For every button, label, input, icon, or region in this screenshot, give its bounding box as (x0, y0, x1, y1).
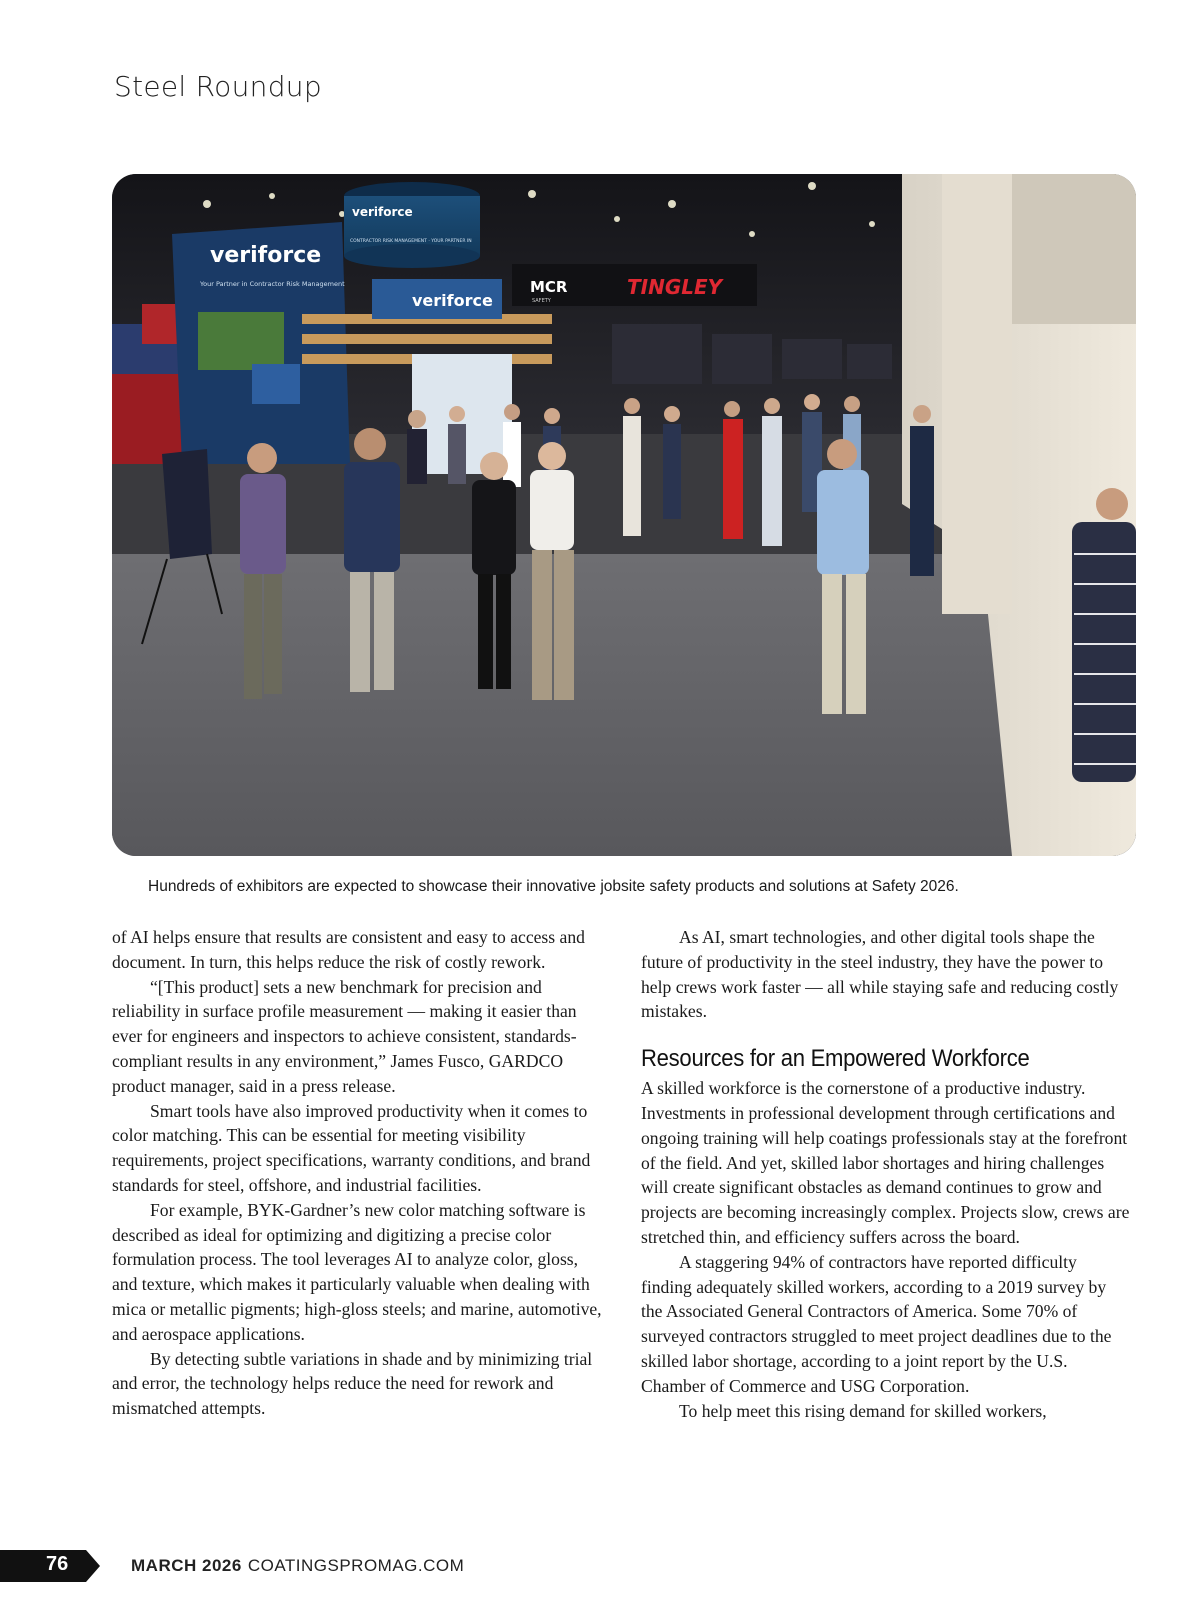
body-paragraph: A staggering 94% of contractors have reported difficulty finding adequately skilled workers, according to a 2019 survey by the Associated General Contractors of America. Some 70% of surveyed contractors struggled to meet project deadlines due to the skilled labor shortage, according to a joint report by the U.S. Chamber of Commerce and USG Corporation. (641, 1251, 1112, 1396)
body-paragraph: As AI, smart technologies, and other digital tools shape the future of productivity in the steel industry, they have the power to help crews work faster — all while staying safe and reducing costly mistakes. (641, 927, 1119, 1022)
body-paragraph: A skilled workforce is the cornerstone of a productive industry. Investments in professional development through certifications and ongoing training will help coatings professionals stay at the forefront of the field. And yet, skilled labor shortages and hiring challenges will create significant obstacles as demand continues to grow and projects are becoming increasingly complex. Projects slow, crews are stretched thin, and efficiency suffers across the board. (641, 1078, 1130, 1247)
svg-text:veriforce: veriforce (412, 291, 493, 310)
svg-text:veriforce: veriforce (352, 205, 413, 219)
svg-text:MCR: MCR (530, 278, 568, 296)
trade-show-illustration (112, 174, 1136, 856)
body-paragraph: To help meet this rising demand for skilled workers, (679, 1400, 1047, 1421)
trade-show-photo (112, 174, 1136, 856)
issue-date: MARCH 2026 (131, 1556, 242, 1575)
page-number: 76 (46, 1553, 69, 1575)
body-paragraph: By detecting subtle variations in shade and by minimizing trial and error, the technology helps reduce the need for rework and mismatched attempts. (112, 1348, 593, 1419)
right-column (641, 925, 1131, 1423)
svg-text:Your Partner in Contractor Ris: Your Partner in Contractor Risk Management (200, 280, 345, 288)
svg-text:SAFETY: SAFETY (532, 298, 551, 304)
tingley-sign (512, 264, 757, 306)
section-subheading: Resources for an Empowered Workforce (641, 1045, 1030, 1073)
photo-caption: Hundreds of exhibitors are expected to showcase their innovative jobsite safety products and solutions at Safety 2026. (148, 878, 959, 895)
issue-line (131, 1556, 464, 1576)
svg-text:CONTRACTOR RISK MANAGEMENT · Y: CONTRACTOR RISK MANAGEMENT · YOUR PARTNER IN (350, 239, 472, 244)
page-footer (0, 1550, 600, 1582)
body-paragraph: of AI helps ensure that results are consistent and easy to access and document. In turn, this helps reduce the risk of costly rework. (112, 927, 585, 972)
body-paragraph: For example, BYK-Gardner’s new color matching software is described as ideal for optimizing and digitizing a precise color formulation process. The tool leverages AI to analyze color, gloss, and texture, which makes it particularly valuable when dealing with mica or metallic pigments; high-gloss steels; and marine, automotive, and aerospace applications. (112, 1199, 602, 1344)
left-column (112, 925, 602, 1421)
body-paragraph: Smart tools have also improved productivity when it comes to color matching. This can be essential for meeting visibility requirements, project specifications, warranty conditions, and brand standards for steel, offshore, and industrial facilities. (112, 1100, 591, 1195)
body-paragraph: “[This product] sets a new benchmark for precision and reliability in surface profile measurement — making it easier than ever for engineers and inspectors to achieve consistent, standards-compliant results in any environment,” James Fusco, GARDCO product manager, said in a press release. (112, 976, 577, 1096)
site-url: COATINGSPROMAG.COM (247, 1556, 465, 1575)
svg-text:veriforce: veriforce (210, 243, 322, 268)
section-label: Steel Roundup (114, 70, 322, 103)
svg-text:TINGLEY: TINGLEY (627, 275, 723, 299)
veriforce-ring-sign (344, 182, 480, 268)
